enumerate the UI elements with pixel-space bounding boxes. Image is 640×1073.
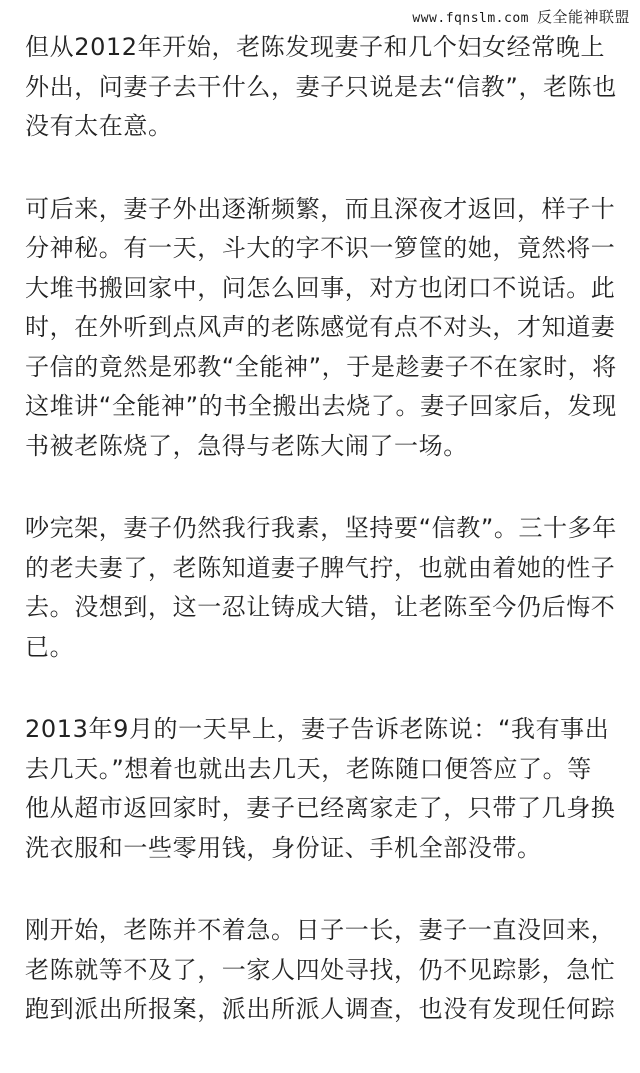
text-line: 吵完架，妻子仍然我行我素，坚持要“信教”。三十多年	[25, 514, 617, 542]
site-watermark	[412, 6, 630, 27]
paragraph-2	[25, 190, 623, 467]
text-line: 老陈就等不及了，一家人四处寻找，仍不见踪影，急忙	[25, 955, 616, 984]
text-line: 但从2012年开始，老陈发现妻子和几个妇女经常晚上	[25, 33, 606, 61]
text-line: 大堆书搬回家中，问怎么回事，对方也闭口不说话。此	[25, 273, 616, 302]
text-line: 分神秘。有一天，斗大的字不识一箩筐的她，竟然将一	[25, 234, 616, 262]
text-line: 可后来，妻子外出逐渐频繁，而且深夜才返回，样子十	[25, 194, 616, 223]
paragraph-4	[25, 710, 623, 868]
text-line: 去几天。”想着也就出去几天，老陈随口便答应了。等	[25, 754, 592, 783]
text-line: 已。	[25, 632, 75, 661]
text-line: 跑到派出所报案，派出所派人调查，也没有发现任何踪	[25, 995, 616, 1023]
paragraph-3	[25, 509, 623, 667]
paragraph-5	[25, 911, 623, 1030]
text-line: 没有太在意。	[25, 112, 173, 140]
text-line: 2013年9月的一天早上，妻子告诉老陈说：“我有事出	[25, 715, 610, 743]
watermark-name: 反全能神联盟	[536, 8, 630, 26]
text-line: 书被老陈烧了，急得与老陈大闹了一场。	[25, 431, 468, 460]
text-line: 时，在外听到点风声的老陈感觉有点不对头，才知道妻	[25, 313, 616, 341]
text-line: 外出，问妻子去干什么，妻子只说是去“信教”，老陈也	[25, 72, 617, 101]
text-line: 他从超市返回家时，妻子已经离家走了，只带了几身换	[25, 794, 616, 822]
text-line: 刚开始，老陈并不着急。日子一长，妻子一直没回来，	[25, 916, 616, 944]
text-line: 去。没想到，这一忍让铸成大错，让老陈至今仍后悔不	[25, 593, 616, 621]
text-line: 这堆讲“全能神”的书全搬出去烧了。妻子回家后，发现	[25, 392, 617, 420]
paragraph-1	[25, 28, 623, 147]
watermark-url: www.fqnslm.com	[412, 11, 529, 26]
text-line: 的老夫妻了，老陈知道妻子脾气拧，也就由着她的性子	[25, 553, 616, 582]
article-body	[25, 28, 623, 1073]
text-line: 洗衣服和一些零用钱，身份证、手机全部没带。	[25, 833, 542, 862]
text-line: 子信的竟然是邪教“全能神”，于是趁妻子不在家时，将	[25, 352, 617, 381]
